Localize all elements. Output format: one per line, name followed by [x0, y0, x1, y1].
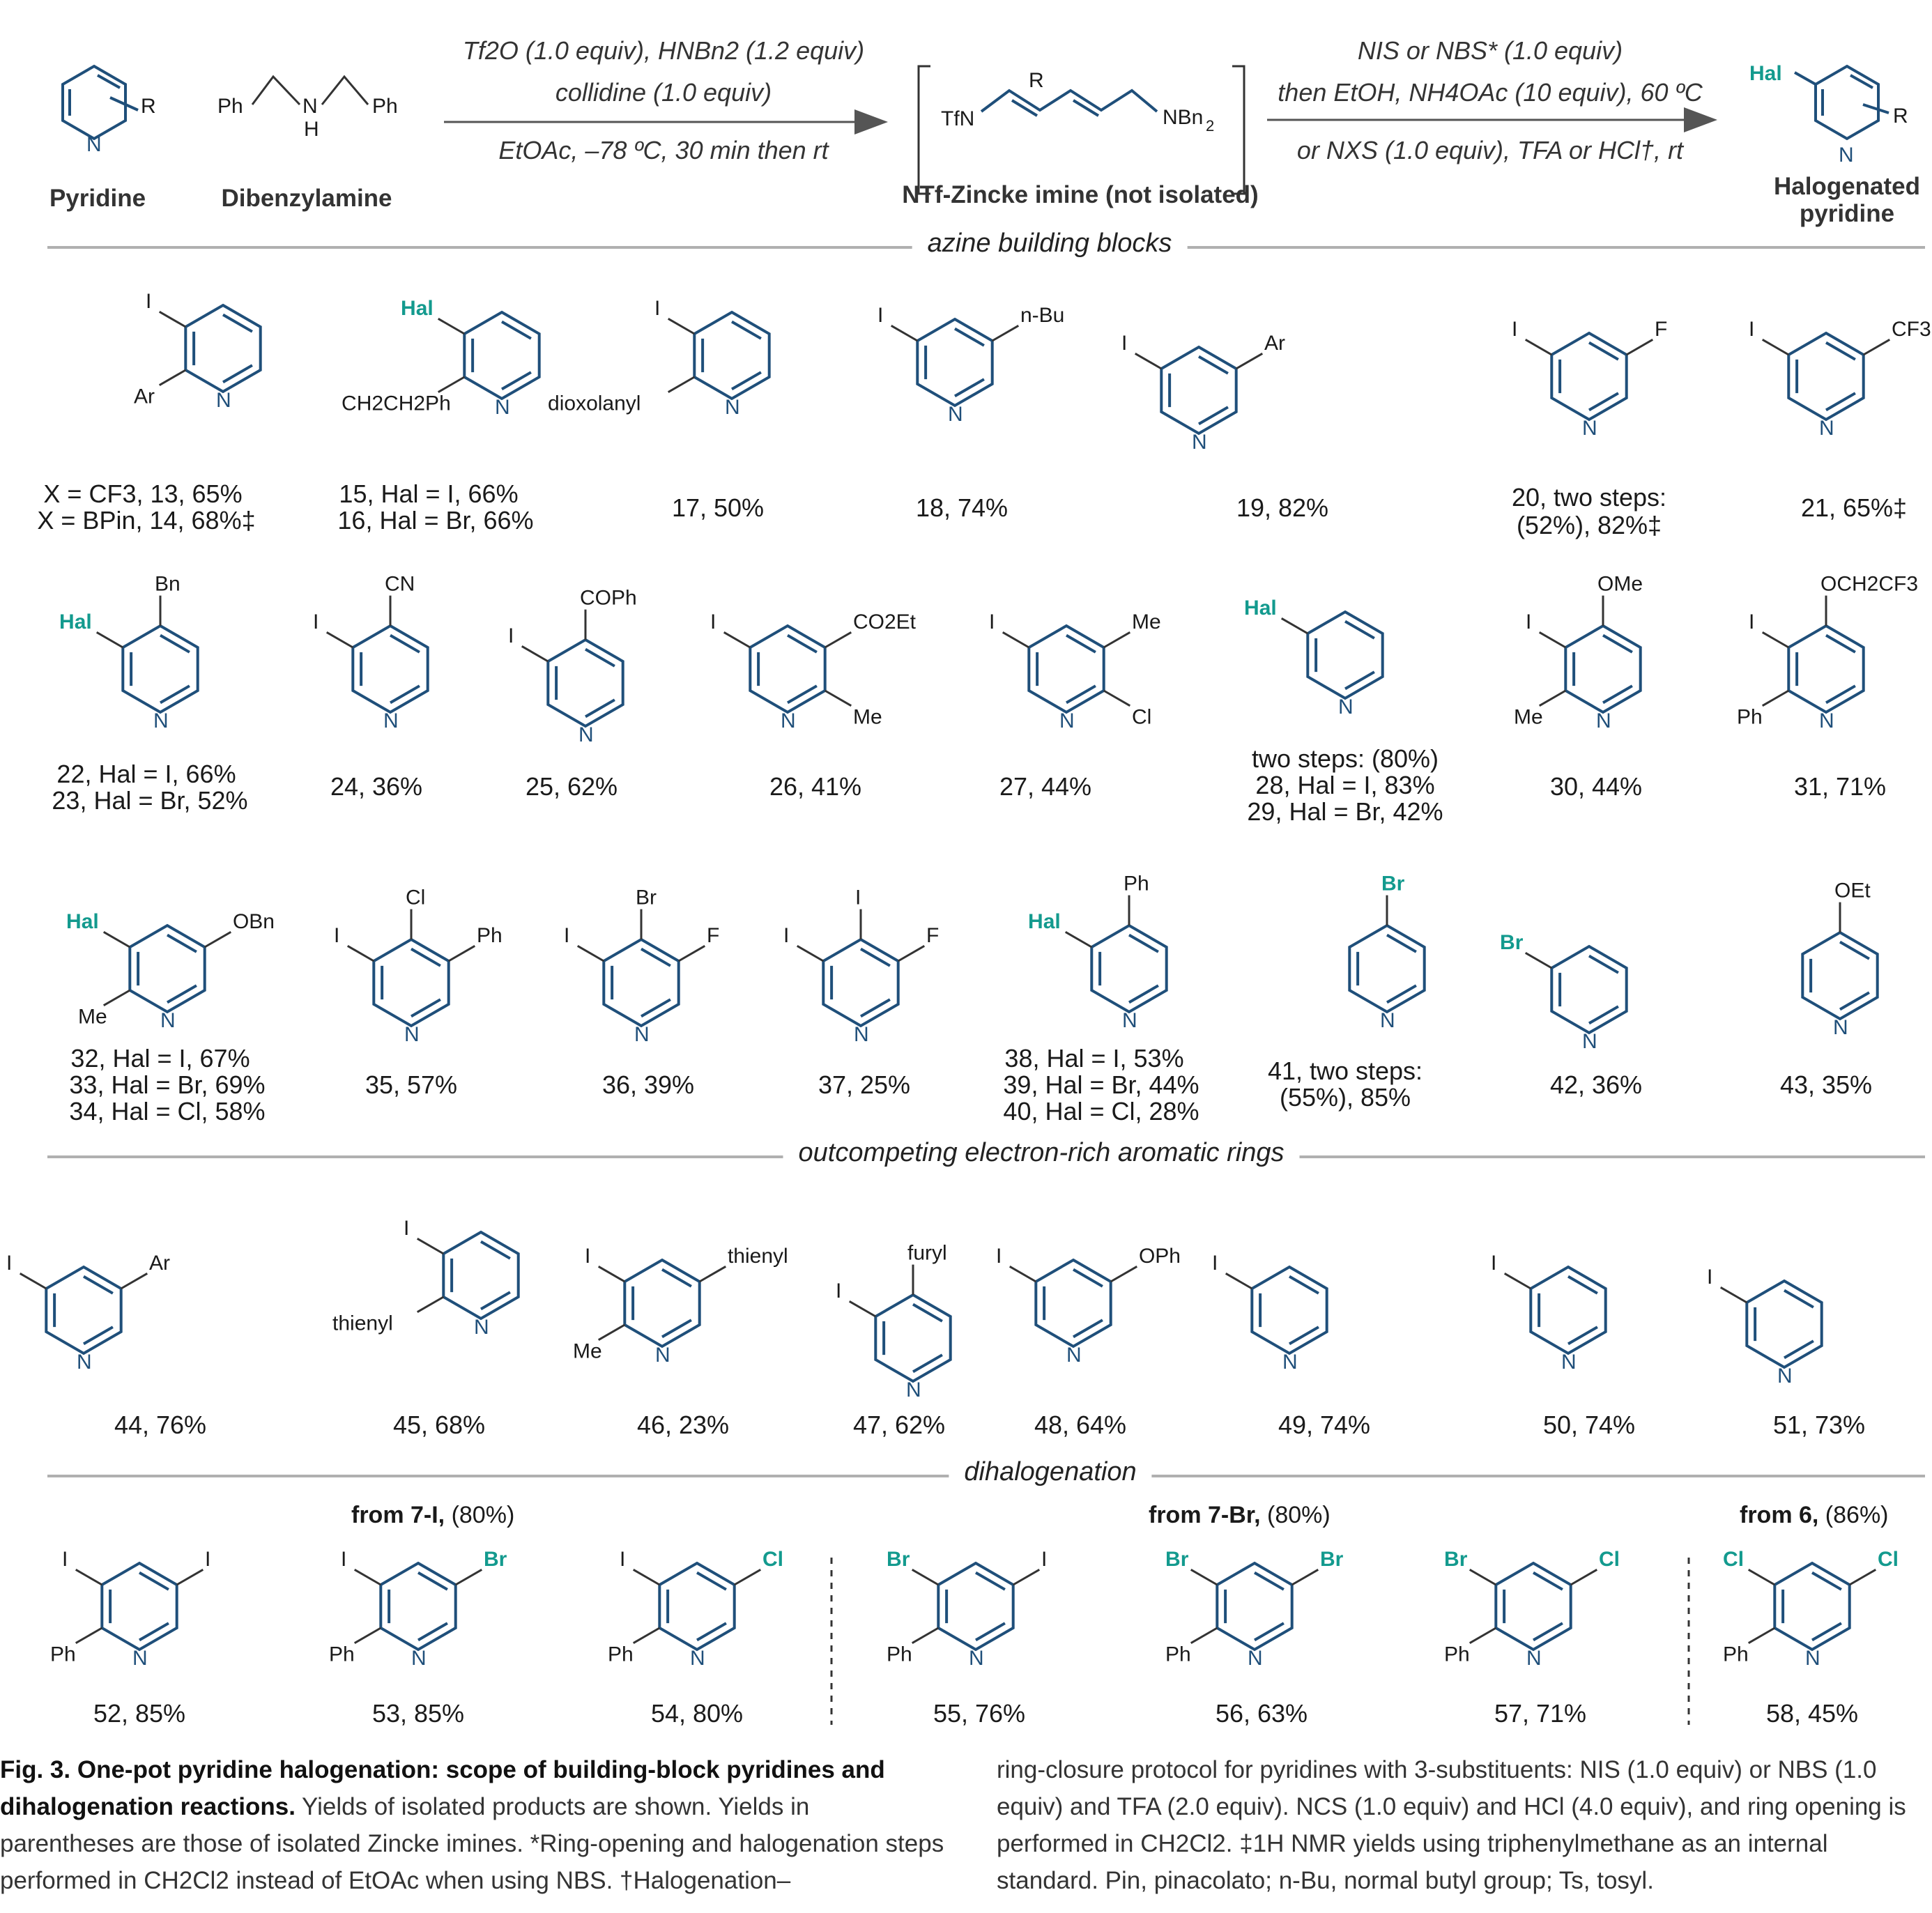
reaction-conditions-2-line3: or NXS (1.0 equiv), TFA or HCl†, rt — [1296, 136, 1684, 164]
compound-label: 31, 71% — [1793, 772, 1887, 801]
svg-text:I: I — [508, 624, 514, 647]
svg-text:Hal: Hal — [66, 909, 99, 933]
compound-label: 49, 74% — [1278, 1411, 1371, 1439]
molecule-53 — [329, 1548, 507, 1670]
svg-text:NBn: NBn — [1163, 106, 1204, 129]
svg-text:I: I — [1212, 1251, 1218, 1275]
svg-text:N: N — [1526, 1647, 1542, 1670]
bracket-right — [1232, 66, 1244, 194]
molecule-37 — [783, 886, 939, 1047]
compound-label: 23, Hal = Br, 52% — [52, 786, 248, 815]
svg-text:Ar: Ar — [1264, 331, 1285, 355]
compound-label: 33, Hal = Br, 69% — [69, 1070, 266, 1099]
molecule-58 — [1723, 1548, 1899, 1670]
molecule-57 — [1444, 1548, 1620, 1670]
svg-text:N: N — [906, 1378, 921, 1401]
svg-text:H: H — [304, 118, 319, 141]
svg-text:I: I — [404, 1216, 410, 1240]
reaction-conditions-1-line3: EtOAc, –78 ºC, 30 min then rt — [498, 136, 829, 164]
svg-text:N: N — [1122, 1009, 1137, 1032]
group-from-6: from 6, (86%) — [1740, 1502, 1889, 1528]
molecule-54 — [608, 1548, 783, 1670]
svg-text:Me: Me — [573, 1339, 602, 1363]
label-product-line1: Halogenated — [1773, 173, 1921, 200]
svg-text:I: I — [1512, 317, 1518, 341]
svg-text:Me: Me — [78, 1005, 107, 1029]
compound-label: 45, 68% — [392, 1411, 486, 1439]
svg-text:Br: Br — [1444, 1547, 1468, 1571]
bracket-left — [919, 66, 930, 194]
svg-text:N: N — [1338, 696, 1354, 719]
svg-text:Br: Br — [1165, 1547, 1189, 1571]
svg-text:Me: Me — [1514, 705, 1543, 729]
compound-label: 24, 36% — [330, 772, 423, 801]
molecule-halogenated-pyridine — [1795, 66, 1889, 139]
compound-label: 43, 35% — [1779, 1070, 1873, 1099]
label-dibenzylamine: Dibenzylamine — [221, 185, 392, 212]
compound-label: two steps: (80%) — [1251, 744, 1439, 773]
molecule-pyridine-reagent — [63, 66, 138, 139]
molecule-32-34 — [66, 910, 275, 1032]
svg-text:thienyl: thienyl — [727, 1244, 788, 1268]
svg-text:Me: Me — [1131, 610, 1161, 633]
svg-text:N: N — [1582, 417, 1597, 440]
svg-text:N: N — [725, 396, 740, 419]
molecule-31 — [1737, 573, 1918, 733]
figure-caption-title: Fig. 3. One-pot pyridine halogenation: scope of building-block pyridines and dihalogenation reactions. — [0, 1756, 885, 1820]
svg-text:N: N — [77, 1351, 92, 1374]
svg-text:N: N — [1819, 709, 1834, 732]
compound-label: 48, 64% — [1034, 1411, 1127, 1439]
compound-label: 38, Hal = I, 53% — [1004, 1044, 1184, 1073]
molecule-49 — [1212, 1252, 1327, 1374]
svg-text:N: N — [634, 1023, 650, 1046]
compound-label: 16, Hal = Br, 66% — [337, 506, 534, 535]
molecule-36 — [564, 886, 719, 1047]
molecule-20 — [1512, 318, 1667, 440]
svg-text:N: N — [969, 1647, 984, 1670]
molecule-18 — [877, 304, 1064, 426]
compound-label: 37, 25% — [818, 1070, 911, 1099]
svg-text:N: N — [690, 1647, 705, 1670]
molecule-47 — [836, 1242, 951, 1402]
svg-text:Ph: Ph — [1723, 1643, 1749, 1666]
svg-text:OMe: OMe — [1597, 572, 1643, 596]
svg-text:I: I — [341, 1547, 347, 1571]
svg-text:N: N — [1380, 1009, 1395, 1032]
figure-caption-left — [0, 1751, 948, 1899]
molecule-48 — [996, 1245, 1181, 1367]
svg-text:N: N — [160, 1009, 176, 1032]
compound-label: 52, 85% — [93, 1699, 186, 1728]
molecule-30 — [1514, 573, 1643, 733]
svg-text:Ph: Ph — [372, 95, 398, 118]
svg-text:I: I — [62, 1547, 68, 1571]
svg-text:Hal: Hal — [1749, 62, 1782, 85]
compound-label: 26, 41% — [769, 772, 862, 801]
svg-text:N: N — [1833, 1016, 1848, 1039]
svg-text:N: N — [948, 403, 963, 426]
compound-label: 41, two steps: — [1267, 1057, 1423, 1085]
reaction-conditions-1-line2: collidine (1.0 equiv) — [555, 78, 772, 107]
svg-text:I: I — [855, 886, 861, 909]
reaction-conditions-1-line1: Tf2O (1.0 equiv), HNBn2 (1.2 equiv) — [462, 36, 865, 65]
svg-text:N: N — [1819, 417, 1834, 440]
label-pyridine: Pyridine — [49, 185, 146, 212]
svg-text:CN: CN — [385, 572, 415, 596]
svg-text:thienyl: thienyl — [332, 1312, 393, 1335]
svg-text:Ph: Ph — [1165, 1643, 1191, 1666]
svg-text:I: I — [996, 1244, 1002, 1268]
svg-text:Cl: Cl — [1877, 1547, 1899, 1571]
molecule-55 — [887, 1548, 1047, 1670]
svg-text:N: N — [1777, 1365, 1793, 1388]
group-from-7-I: from 7-I, (80%) — [351, 1502, 515, 1528]
svg-text:Ph: Ph — [50, 1643, 76, 1666]
svg-text:I: I — [620, 1547, 626, 1571]
svg-text:COPh: COPh — [580, 586, 637, 610]
group-from-7-Br: from 7-Br, (80%) — [1149, 1502, 1331, 1528]
molecule-zincke-imine — [981, 91, 1157, 116]
svg-text:Ph: Ph — [1444, 1643, 1470, 1666]
svg-text:Cl: Cl — [406, 886, 426, 909]
svg-text:N: N — [474, 1316, 489, 1339]
svg-text:F: F — [706, 923, 720, 947]
svg-text:Cl: Cl — [1598, 1547, 1620, 1571]
svg-text:OEt: OEt — [1834, 879, 1871, 902]
molecule-17 — [548, 297, 769, 419]
molecule-24 — [313, 573, 428, 733]
svg-text:I: I — [836, 1279, 842, 1303]
svg-text:N: N — [411, 1647, 427, 1670]
compound-label: 17, 50% — [671, 493, 765, 522]
svg-text:Cl: Cl — [1131, 705, 1152, 729]
figure-caption-right: ring-closure protocol for pyridines with 3-substituents: NIS (1.0 equiv) or NBS (1.0 equiv) and TFA (2.0 equiv). NCS (1.0 equiv) and HCl (4.0 equiv), and ring opening is performed in CH2Cl2. ‡1H NMR yields using triphenylmethane as an internal standard. Pin, pinacolato; n-Bu, normal butyl group; Ts, tosyl. — [997, 1756, 1906, 1894]
svg-text:CF3: CF3 — [1891, 317, 1931, 341]
svg-text:Bn: Bn — [155, 572, 181, 596]
svg-text:Ph: Ph — [1737, 705, 1763, 729]
svg-text:Cl: Cl — [1723, 1547, 1745, 1571]
svg-text:Ph: Ph — [476, 923, 503, 947]
svg-text:Hal: Hal — [59, 610, 92, 633]
svg-text:I: I — [1707, 1265, 1713, 1289]
compound-label: 19, 82% — [1236, 493, 1329, 522]
svg-text:R: R — [1893, 105, 1908, 128]
svg-text:N: N — [404, 1023, 420, 1046]
molecule-27 — [989, 610, 1161, 732]
svg-text:N: N — [1596, 709, 1611, 732]
svg-text:Br: Br — [636, 886, 657, 909]
svg-text:N: N — [1582, 1030, 1597, 1053]
svg-text:CO2Et: CO2Et — [852, 610, 916, 633]
svg-text:I: I — [334, 923, 340, 947]
svg-text:Ar: Ar — [134, 385, 155, 408]
svg-text:R: R — [141, 95, 156, 118]
svg-text:N: N — [781, 709, 796, 732]
compound-label: 47, 62% — [852, 1411, 946, 1439]
svg-text:TfN: TfN — [941, 107, 975, 130]
compound-label: 22, Hal = I, 66% — [56, 760, 236, 788]
svg-text:n-Bu: n-Bu — [1020, 303, 1065, 327]
molecule-19 — [1121, 332, 1285, 454]
svg-text:furyl: furyl — [907, 1241, 947, 1265]
svg-text:Br: Br — [1381, 872, 1405, 896]
svg-text:N: N — [655, 1344, 670, 1367]
compound-label: 55, 76% — [933, 1699, 1026, 1728]
svg-text:N: N — [1839, 144, 1854, 167]
svg-text:F: F — [1654, 317, 1668, 341]
compound-label: 32, Hal = I, 67% — [70, 1044, 250, 1073]
svg-text:N: N — [1805, 1647, 1820, 1670]
svg-text:N: N — [132, 1647, 148, 1670]
svg-text:Ph: Ph — [1124, 872, 1149, 896]
compound-label: 20, two steps: — [1511, 483, 1667, 512]
svg-text:I: I — [1041, 1547, 1048, 1571]
molecule-42 — [1500, 931, 1627, 1053]
svg-text:I: I — [1749, 610, 1755, 633]
svg-text:I: I — [710, 610, 716, 633]
compound-label: 35, 57% — [365, 1070, 458, 1099]
compound-label: 54, 80% — [650, 1699, 744, 1728]
svg-text:I: I — [1491, 1251, 1497, 1275]
svg-text:I: I — [204, 1547, 211, 1571]
molecule-13-14 — [134, 290, 261, 412]
svg-text:N: N — [216, 389, 231, 412]
svg-text:N: N — [1066, 1344, 1082, 1367]
svg-text:I: I — [877, 303, 884, 327]
section-building-blocks: azine building blocks — [912, 229, 1188, 259]
molecule-44 — [6, 1252, 170, 1374]
molecule-41 — [1349, 873, 1424, 1033]
compound-label: 46, 23% — [636, 1411, 730, 1439]
compound-label: X = BPin, 14, 68%‡ — [37, 506, 256, 535]
svg-text:N: N — [1192, 431, 1207, 454]
svg-text:N: N — [1282, 1351, 1298, 1374]
svg-text:Me: Me — [852, 705, 882, 729]
compound-label: 34, Hal = Cl, 58% — [69, 1097, 266, 1125]
svg-text:N: N — [578, 723, 594, 746]
svg-text:F: F — [926, 923, 940, 947]
compound-label: (52%), 82%‡ — [1516, 511, 1662, 539]
reaction-conditions-2-line1: NIS or NBS* (1.0 equiv) — [1357, 36, 1623, 65]
compound-label: 53, 85% — [371, 1699, 465, 1728]
molecule-15-16 — [342, 297, 539, 419]
section-dihalogenation: dihalogenation — [949, 1457, 1151, 1487]
compound-label: 21, 65%‡ — [1800, 493, 1908, 522]
label-product-line2: pyridine — [1799, 200, 1895, 227]
compound-label: 36, 39% — [601, 1070, 695, 1099]
compound-label: 40, Hal = Cl, 28% — [1003, 1097, 1199, 1125]
svg-text:OCH2CF3: OCH2CF3 — [1820, 572, 1919, 596]
svg-text:Br: Br — [483, 1547, 507, 1571]
svg-text:I: I — [313, 610, 319, 633]
svg-text:OPh: OPh — [1138, 1244, 1181, 1268]
compound-label: 29, Hal = Br, 42% — [1247, 797, 1443, 826]
svg-text:N: N — [495, 396, 510, 419]
svg-text:N: N — [1248, 1647, 1263, 1670]
svg-text:I: I — [146, 289, 152, 313]
svg-text:N: N — [1561, 1351, 1577, 1374]
svg-text:Ph: Ph — [608, 1643, 634, 1666]
figure-caption-left-body: Yields of isolated products are shown. Yields in parentheses are those of isolated Zincke imines. *Ring-opening and halogenation steps performed in CH2Cl2 instead of EtOAc when using NBS. †Halogenation– — [0, 1793, 944, 1894]
svg-text:N: N — [302, 95, 318, 118]
svg-text:Cl: Cl — [762, 1547, 783, 1571]
svg-text:2: 2 — [1206, 117, 1215, 135]
compound-label: 56, 63% — [1215, 1699, 1308, 1728]
compound-label: 15, Hal = I, 66% — [339, 479, 519, 508]
molecule-25 — [508, 587, 637, 747]
svg-text:N: N — [854, 1023, 869, 1046]
svg-text:OBn: OBn — [232, 909, 275, 933]
molecule-28-29 — [1244, 597, 1383, 719]
svg-text:I: I — [564, 923, 570, 947]
svg-text:I: I — [6, 1251, 13, 1275]
svg-text:Br: Br — [887, 1547, 910, 1571]
svg-text:N: N — [1059, 709, 1075, 732]
svg-text:I: I — [585, 1244, 591, 1268]
svg-text:I: I — [654, 296, 661, 320]
svg-text:CH2CH2Ph: CH2CH2Ph — [342, 392, 451, 415]
svg-text:I: I — [1526, 610, 1532, 633]
svg-text:Hal: Hal — [401, 296, 434, 320]
compound-label: 58, 45% — [1765, 1699, 1859, 1728]
svg-text:Ph: Ph — [329, 1643, 355, 1666]
section-electron-rich: outcompeting electron-rich aromatic rings — [783, 1138, 1300, 1168]
molecule-38-40 — [1028, 873, 1167, 1033]
compound-label: 57, 71% — [1494, 1699, 1587, 1728]
molecule-51 — [1707, 1266, 1822, 1388]
compound-label: 25, 62% — [525, 772, 618, 801]
svg-text:N: N — [153, 709, 169, 732]
svg-text:Ph: Ph — [217, 95, 243, 118]
compound-label: 30, 44% — [1549, 772, 1643, 801]
svg-text:N: N — [86, 133, 102, 156]
molecule-21 — [1749, 318, 1931, 440]
compound-label: (55%), 85% — [1279, 1083, 1411, 1112]
svg-text:I: I — [989, 610, 995, 633]
reaction-conditions-2-line2: then EtOH, NH4OAc (10 equiv), 60 ºC — [1278, 78, 1703, 107]
molecule-26 — [710, 610, 917, 732]
svg-text:I: I — [1121, 331, 1128, 355]
compound-label: X = CF3, 13, 65% — [43, 479, 243, 508]
molecule-50 — [1491, 1252, 1606, 1374]
compound-label: 44, 76% — [114, 1411, 207, 1439]
compound-label: 28, Hal = I, 83% — [1255, 771, 1435, 799]
molecule-35 — [334, 886, 503, 1047]
molecule-45 — [332, 1217, 519, 1339]
svg-text:N: N — [383, 709, 399, 732]
svg-text:Br: Br — [1500, 930, 1524, 954]
svg-text:I: I — [783, 923, 790, 947]
molecule-43 — [1802, 879, 1877, 1040]
svg-text:Br: Br — [1319, 1547, 1344, 1571]
compound-label: 50, 74% — [1542, 1411, 1636, 1439]
svg-text:Hal: Hal — [1244, 596, 1277, 620]
molecule-46 — [573, 1245, 788, 1367]
compound-label: 51, 73% — [1772, 1411, 1866, 1439]
compound-label: 18, 74% — [915, 493, 1009, 522]
label-zincke-imine: NTf-Zincke imine (not isolated) — [902, 181, 1259, 208]
svg-text:dioxolanyl: dioxolanyl — [548, 392, 641, 415]
svg-text:Ar: Ar — [148, 1251, 170, 1275]
svg-text:Ph: Ph — [887, 1643, 912, 1666]
compound-label: 27, 44% — [999, 772, 1092, 801]
svg-text:Hal: Hal — [1028, 909, 1061, 933]
molecule-52 — [50, 1548, 210, 1670]
svg-text:R: R — [1029, 69, 1044, 92]
compound-label: 42, 36% — [1549, 1070, 1643, 1099]
molecule-22-23 — [59, 573, 198, 733]
compound-label: 39, Hal = Br, 44% — [1003, 1070, 1199, 1099]
molecule-56 — [1165, 1548, 1344, 1670]
svg-text:I: I — [1749, 317, 1755, 341]
